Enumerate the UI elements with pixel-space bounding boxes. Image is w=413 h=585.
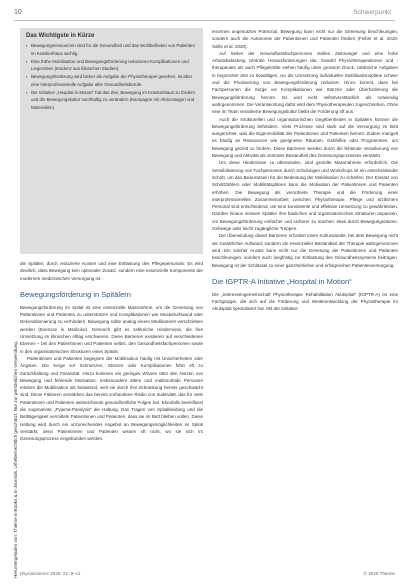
intro-paragraph: die Spitäler, durch reduzierte Kosten und eine Entlastung des Pflegepersonals. Es wird deutlich, dass Bewegung kein optionaler Zusatz, sondern eine essenzielle Komponente der modernen medizinischen Versorgung ist. xyxy=(20,261,203,281)
body-paragraph: Die „Interessengemeinschaft Physiotherapie Rehabilitation Akutspital“ (IGPTR-A) ist eine Fachgruppe, die sich auf die Förderung und Weiterentwicklung der Physiotherapie im Akutspital spezialisiert hat. Mit der Initiative xyxy=(212,291,398,312)
section-heading: Bewegungsförderung in Spitälern xyxy=(20,289,131,299)
key-point-item: ▪ Bewegungsressourcen sind für die Gesundheit und das Wohlbefinden von Patienten im Krankenhaus wichtig. xyxy=(26,42,197,57)
body-paragraph: Patientinnen und Patienten begegnen der Mobilisation häufig mit Unsicherheiten oder Ängsten. Die Sorge vor Schmerzen, Stürzen oder Komplikationen führt oft zu Zurückhaltung und Passivität. Hinzu kommen ein geringes Wissen über den Nutzen von Bewegung und fehlende Motivation. Insbesondere ältere und multimorbide Personen erleben die Mobilisation als belastend, weil sie durch ihre Erkrankung bereits geschwächt sind. Diese Faktoren verstärken das bereits vorhandene Risiko von Inaktivität, das für viele Patientinnen und Patienten weitreichende gesundheitliche Folgen hat. Ebenfalls beeinflusst die sogenannte „Pyjama-Paralysis“ die Haltung. Das Tragen von Spitalkleidung und die Bettlägerigkeit vermitteln Patientinnen und Patienten, dass sie im Bett bleiben sollen. Diese Haltung wird durch ein unzureichendes Angebot an Bewegungsmöglichkeiten im Spital verstärkt, denn Patientinnen und Patienten wissen oft nicht, wo sie sich im Genesungsprozess eingebunden werden. xyxy=(20,355,203,442)
journal-citation: physioscience 2025; 21: 9–11 xyxy=(20,571,81,576)
key-point-item: ▪ Eine frühe Mobilisation und Bewegungsförderung reduzieren Komplikationen und Liegezeiten (Evidenz aus klinischen Studien). xyxy=(26,58,197,73)
section-label: Schwerpunkt xyxy=(353,9,391,16)
copyright: © 2025 Thieme xyxy=(363,571,395,576)
page-number: 10 xyxy=(14,9,22,16)
body-paragraph: Auf Seiten der Gesundheitsfachpersonen stellen Zeitmangel und eine hohe Arbeitsbelastung zentrale Herausforderungen dar. Sowohl Physiotherapeutinnen und -therapeuten als auch Pflegekräfte stehen häufig unter grossem Druck, zahlreiche Aufgaben in begrenzter Zeit zu bewältigen, wo die Umsetzung individueller Mobilisationspläne schwer und die Priorisierung von Bewegungsförderung reduziert. Hinzu kommt, dass bei Fachpersonen die Sorge vor Komplikationen wie Stürzen oder Überforderung die Bewegungsförderung hemmt. Es wird nicht selbstverständlich als notwendig wahrgenommen. Die Verantwortung dafür wird dem Physiotherapeuten zugeschrieben. Ohne eine im Team verankerte Bewegungskultur bleibt die Förderung oft aus. xyxy=(212,50,398,115)
section-heading: Die IGPTR-A Initiative „Hospital in Motion“ xyxy=(212,276,352,286)
key-points-list xyxy=(26,42,197,111)
key-points-box xyxy=(20,28,203,254)
left-column xyxy=(20,28,203,443)
header-divider xyxy=(14,20,395,21)
page-header xyxy=(14,8,403,20)
download-notice: Heruntergeladen von: Thieme E-Books & E-Journals. Urheberrechtlich geschützt. Nur zur persönlichen Verwendung. xyxy=(13,340,18,578)
body-paragraph: Auch die strukturellen und organisatorischen Gegebenheiten in Spitälern können die Bewegungsförderung behindern. Viele Prozesse sind stark auf die Versorgung im Bett ausgerichtet, was die Eigenmobilität der Patientinnen und Patienten hemmt. Zudem mangelt es häufig an Ressourcen wie geeigneten Räumen, Gehhilfen oder Programmen, um Bewegung gezielt zu fördern. Diese Barrieren werden durch die fehlende Verankerung von Bewegung und Aktivität als zentraler Bestandteil des Genesungsprozesses verstärkt. xyxy=(212,116,398,159)
body-paragraph: Um diese Hindernisse zu überwinden, sind gezielte Massnahmen erforderlich. Die Sensibilisierung von Fachpersonen durch Schulungen und Workshops ist ein entscheidender Schritt, um das Bewusstsein für die Bedeutung der Mobilisation zu schärfen. Der Einsatz von Schrittzählern oder Mobilitätsplänen kann die Motivation der Patientinnen und Patienten erhöhen. Die Bewegung als verordnete Therapie und die Förderung einer interprofessionellen Zusammenarbeit zwischen Physiotherapie, Pflege und ärztlichem Personal sind entscheidend, um eine konsistente und effektive Umsetzung zu gewährleisten. Darüber hinaus müssen Spitäler ihre baulichen und organisatorischen Strukturen anpassen, um Bewegungsförderung einfacher und sicherer zu machen: etwa durch Bewegungsräume, Gehwege oder leicht zugängliche Treppen. xyxy=(212,160,398,232)
body-paragraph: enormes ungenutztes Potenzial. Bewegung kann nicht nur die Genesung beschleunigen, sondern auch die Autonomie der Patientinnen und Patienten fördern (Fisher et al. 2018; Sallis et al. 2020). xyxy=(212,29,398,49)
right-column xyxy=(212,28,398,313)
key-points-title: Das Wichtigste in Kürze xyxy=(26,33,95,39)
page-footer xyxy=(20,571,395,579)
key-point-item: ▪ Die Initiative „Hospital in Motion“ hat das Ziel, Bewegung im Krankenhaus zu fördern und die Bewegungskultur nachhaltig zu verändern (Kampagne mit Aktionstagen und Materialien). xyxy=(26,89,197,112)
key-point-item: ▪ Bewegungsförderung wird bisher als Aufgabe der Physiotherapie gesehen, ist aber eine interprofessionelle Aufgabe aller Gesundheitsberufe. xyxy=(26,73,197,88)
body-paragraph: Bewegungsförderung im Spital ist eine essenzielle Massnahme, um die Genesung von Patientinnen und Patienten zu unterstützen und Komplikationen wie Muskelschwund oder Dekonditionierung zu verhindern. Bewegung sollte analog einem Medikament verschrieben werden (Exercise is Medicine). Dennoch gibt es zahlreiche Hindernisse, die ihre Umsetzung im klinischen Alltag erschweren. Diese Barrieren existieren auf verschiedenen Ebenen – bei den Patientinnen und Patienten selbst, den Gesundheitsfachpersonen sowie in den organisatorischen Strukturen eines Spitals. xyxy=(20,304,203,354)
body-paragraph: Die Überwindung dieser Barrieren erfordert einen Kulturwandel, bei dem Bewegung nicht als zusätzlicher Aufwand, sondern als essenzieller Bestandteil der Therapie wahrgenommen wird. Ein solcher Ansatz kann nicht nur die Genesung der Patientinnen und Patienten beschleunigen, sondern auch langfristig zur Entlastung des Gesundheitssystems beitragen. Bewegung ist der Schlüssel zu einer ganzheitlichen und erfolgreichen Patientenversorgung. xyxy=(212,233,398,268)
